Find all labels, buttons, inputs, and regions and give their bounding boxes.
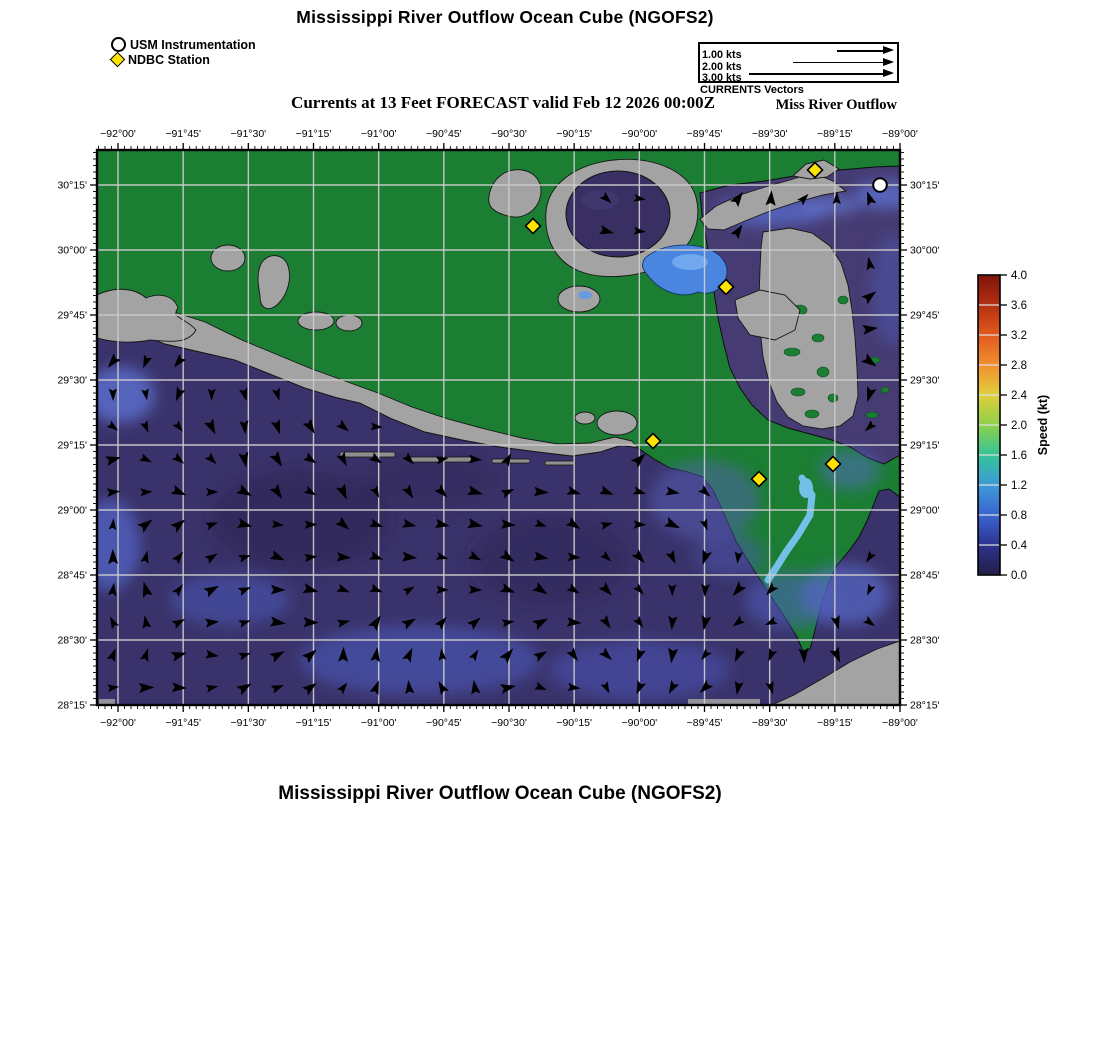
colorbar xyxy=(978,270,1050,582)
lon-tick-label: −90°45' xyxy=(425,717,462,729)
map-layers xyxy=(80,150,915,705)
forecast-map xyxy=(0,120,1100,745)
colorbar-tick-label: 0.4 xyxy=(1011,540,1027,552)
lat-tick-label: 28°15' xyxy=(57,699,87,712)
lon-tick-label: −91°30' xyxy=(230,128,267,140)
lon-tick-label: −91°30' xyxy=(230,717,267,729)
footer-title: Mississippi River Outflow Ocean Cube (NGOFS2) xyxy=(278,783,722,804)
lat-tick-label: 30°00' xyxy=(57,244,87,257)
colorbar-tick-label: 1.2 xyxy=(1011,480,1027,492)
vector-arrowhead-icon xyxy=(883,46,894,54)
lat-tick-label: 29°15' xyxy=(57,439,87,452)
vector-legend-row xyxy=(702,57,895,73)
legend-row-ndbc xyxy=(111,52,256,67)
lon-tick-label: −91°45' xyxy=(165,128,202,140)
lat-tick-label: 29°30' xyxy=(910,374,940,387)
lon-tick-label: −90°15' xyxy=(556,128,593,140)
lat-tick-label: 28°45' xyxy=(57,569,87,582)
vector-speed-label: 1.00 kts xyxy=(702,49,742,61)
lon-tick-label: −90°15' xyxy=(556,717,593,729)
lon-tick-label: −89°45' xyxy=(686,717,723,729)
lon-tick-label: −91°15' xyxy=(295,717,332,729)
vector-speed-label: 2.00 kts xyxy=(702,60,742,73)
lon-tick-label: −89°30' xyxy=(751,128,788,140)
lat-tick-label: 30°00' xyxy=(910,244,940,257)
lon-tick-label: −89°45' xyxy=(686,128,723,140)
lon-tick-label: −90°00' xyxy=(621,128,658,140)
lat-tick-label: 28°30' xyxy=(57,634,87,647)
lat-tick-label: 28°15' xyxy=(910,699,940,712)
colorbar-tick-label: 2.4 xyxy=(1011,390,1027,402)
usm-station-marker xyxy=(873,178,887,192)
colorbar-tick-label: 0.8 xyxy=(1011,510,1027,522)
vector-legend-caption: CURRENTS Vectors xyxy=(700,84,804,96)
colorbar-tick-label: 3.6 xyxy=(1011,300,1027,312)
lat-tick-label: 29°30' xyxy=(57,374,87,387)
lon-tick-label: −91°45' xyxy=(165,717,202,729)
vector-speed-label: 3.00 kts xyxy=(702,72,742,85)
lon-tick-label: −89°15' xyxy=(816,717,853,729)
lat-tick-label: 28°45' xyxy=(910,569,940,582)
ndbc-diamond-icon xyxy=(110,52,126,68)
lon-tick-label: −91°00' xyxy=(360,717,397,729)
lon-tick-label: −89°15' xyxy=(816,128,853,140)
vector-shaft xyxy=(837,50,883,52)
lat-tick-label: 30°15' xyxy=(910,179,940,192)
colorbar-tick-label: 4.0 xyxy=(1011,270,1027,282)
vector-legend-row xyxy=(702,45,895,61)
station-legend xyxy=(111,37,256,67)
lat-tick-label: 28°30' xyxy=(910,634,940,647)
lon-tick-label: −89°00' xyxy=(882,128,918,140)
lon-tick-label: −90°00' xyxy=(621,717,658,729)
lon-tick-label: −91°00' xyxy=(360,128,397,140)
page-title: Mississippi River Outflow Ocean Cube (NGOFS2) xyxy=(296,7,714,27)
lon-tick-label: −92°00' xyxy=(100,717,136,729)
colorbar-tick-label: 3.2 xyxy=(1011,330,1027,342)
lat-tick-label: 29°45' xyxy=(57,309,87,322)
lon-tick-label: −90°30' xyxy=(491,717,527,729)
lat-tick-label: 29°00' xyxy=(910,504,940,517)
colorbar-tick-label: 2.0 xyxy=(1011,420,1027,432)
colorbar-tick-label: 1.6 xyxy=(1011,450,1027,462)
ndbc-legend-label: NDBC Station xyxy=(128,52,210,67)
colorbar-tick-label: 0.0 xyxy=(1011,570,1027,582)
lat-tick-label: 29°00' xyxy=(57,504,87,517)
vector-legend-row xyxy=(702,68,895,85)
legend-row-usm xyxy=(111,37,256,52)
usm-legend-label: USM Instrumentation xyxy=(130,37,256,52)
lon-tick-label: −89°00' xyxy=(882,717,918,729)
lon-tick-label: −90°30' xyxy=(491,128,527,140)
lat-tick-label: 29°15' xyxy=(910,439,940,452)
vector-shaft xyxy=(749,73,883,75)
vector-shaft xyxy=(793,62,883,64)
lat-tick-label: 29°45' xyxy=(910,309,940,322)
region-label: Miss River Outflow xyxy=(775,97,897,113)
forecast-subtitle: Currents at 13 Feet FORECAST valid Feb 12 2026 00:00Z xyxy=(291,93,715,112)
lon-tick-label: −91°15' xyxy=(295,128,332,140)
colorbar-title: Speed (kt) xyxy=(1036,394,1050,456)
vector-arrowhead-icon xyxy=(883,58,894,66)
currents-vector-legend xyxy=(698,42,899,83)
lat-tick-label: 30°15' xyxy=(57,179,87,192)
vector-legend-rows xyxy=(702,45,895,85)
usm-circle-icon xyxy=(111,37,126,52)
vector-arrowhead-icon xyxy=(883,69,894,77)
lon-tick-label: −90°45' xyxy=(425,128,462,140)
lon-tick-label: −92°00' xyxy=(100,128,136,140)
lon-tick-label: −89°30' xyxy=(751,717,788,729)
colorbar-tick-label: 2.8 xyxy=(1011,360,1027,372)
